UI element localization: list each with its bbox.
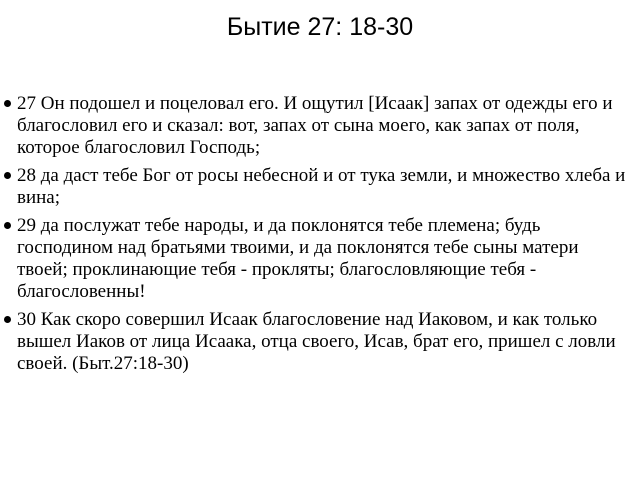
bullet-icon — [4, 222, 11, 229]
verse-item-28 — [0, 165, 628, 209]
verse-list — [0, 93, 628, 381]
verse-item-29 — [0, 215, 628, 303]
bullet-icon — [4, 100, 11, 107]
verse-text: 28 да даст тебе Бог от росы небесной и от тука земли, и множество хлеба и вина; — [17, 165, 626, 208]
bullet-icon — [4, 316, 11, 323]
verse-text: 27 Он подошел и поцеловал его. И ощутил [Исаак] запах от одежды его и благословил его и сказал: вот, запах от сына моего, как запах от поля, которое благословил Господь; — [17, 93, 613, 158]
verse-item-27 — [0, 93, 628, 159]
verse-item-30 — [0, 309, 628, 375]
bullet-icon — [4, 172, 11, 179]
verse-text: 29 да послужат тебе народы, и да поклонятся тебе племена; будь господином над братьями твоими, и да поклонятся тебе сыны матери твоей; проклинающие тебя - прокляты; благословляющие тебя - благословенны! — [17, 215, 579, 302]
verse-text: 30 Как скоро совершил Исаак благословение над Иаковом, и как только вышел Иаков от лица Исаака, отца своего, Исав, брат его, пришел с ловли своей. (Быт.27:18-30) — [17, 309, 616, 374]
slide-title: Бытие 27: 18-30 — [226, 13, 414, 41]
